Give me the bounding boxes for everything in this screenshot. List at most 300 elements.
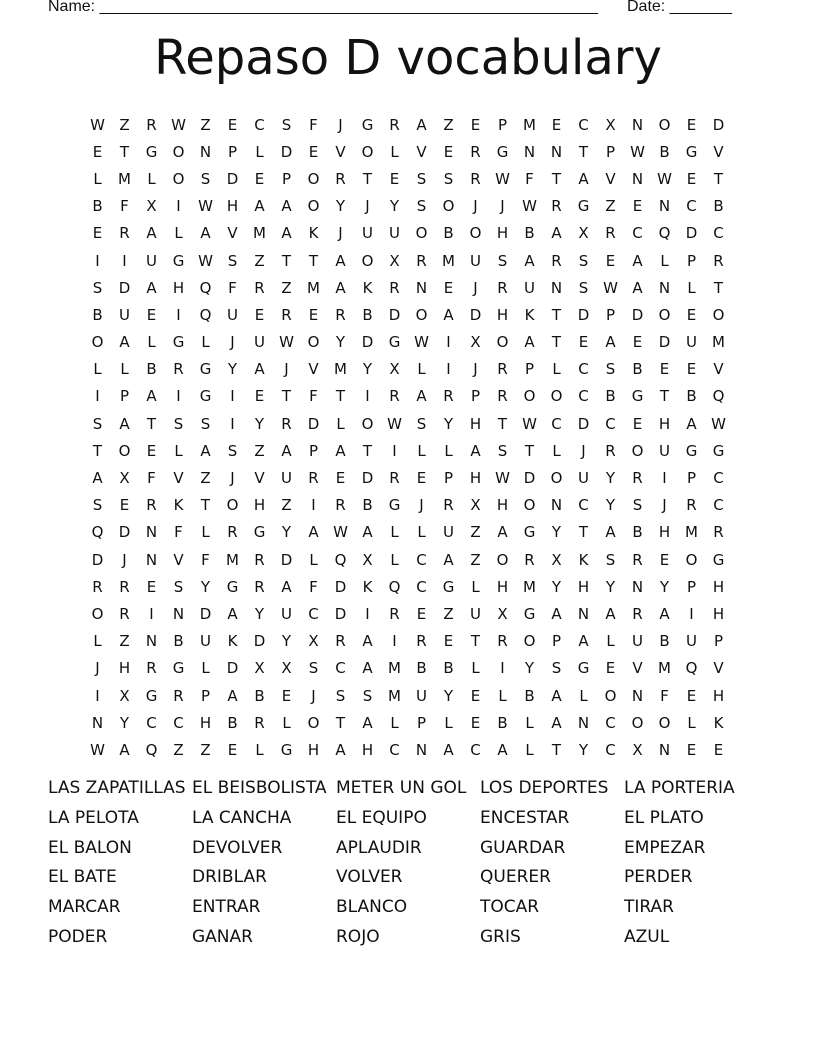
grid-cell: N <box>145 550 158 569</box>
grid-cell: G <box>172 659 185 678</box>
grid-cell: B <box>362 305 373 324</box>
grid-cell: E <box>686 169 697 188</box>
word-list-item: AZUL <box>624 926 670 947</box>
grid-cell: X <box>119 469 130 488</box>
grid-cell: I <box>149 604 154 623</box>
grid-cell: A <box>335 278 346 297</box>
grid-cell: R <box>389 115 400 134</box>
grid-cell: P <box>686 469 697 488</box>
grid-cell: R <box>713 251 724 270</box>
grid-cell: L <box>147 169 156 188</box>
grid-cell: S <box>308 659 319 678</box>
grid-cell: Y <box>524 659 535 678</box>
grid-cell: M <box>658 659 671 678</box>
grid-cell: T <box>119 142 130 161</box>
grid-cell: A <box>119 740 130 759</box>
grid-cell: H <box>118 659 131 678</box>
grid-cell: A <box>443 550 454 569</box>
grid-cell: R <box>335 169 346 188</box>
grid-cell: J <box>338 224 343 243</box>
grid-cell: R <box>551 251 562 270</box>
grid-cell: G <box>685 142 698 161</box>
grid-cell: U <box>470 251 481 270</box>
grid-cell: H <box>496 305 509 324</box>
word-list-item: LA CANCHA <box>192 807 292 828</box>
grid-cell: E <box>416 469 427 488</box>
grid-cell: E <box>470 115 481 134</box>
word-list-item: DEVOLVER <box>192 837 283 858</box>
grid-cell: Y <box>362 360 373 379</box>
grid-cell: M <box>685 523 698 542</box>
grid-cell: E <box>254 305 265 324</box>
grid-cell: Z <box>281 278 292 297</box>
grid-cell: P <box>281 169 292 188</box>
grid-cell: S <box>200 414 211 433</box>
grid-cell: E <box>308 142 319 161</box>
grid-cell: J <box>338 115 343 134</box>
grid-cell: H <box>658 414 671 433</box>
grid-cell: J <box>230 333 235 352</box>
grid-cell: H <box>496 496 509 515</box>
grid-cell: I <box>689 604 694 623</box>
grid-cell: F <box>660 686 669 705</box>
grid-cell: P <box>227 142 238 161</box>
grid-cell: S <box>227 251 238 270</box>
grid-cell: Q <box>199 278 212 297</box>
grid-cell: R <box>173 686 184 705</box>
grid-cell: C <box>578 387 589 406</box>
grid-cell: K <box>227 632 238 651</box>
grid-cell: R <box>254 713 265 732</box>
grid-cell: L <box>282 713 291 732</box>
grid-cell: T <box>92 441 103 460</box>
word-list-item: EL BEISBOLISTA <box>192 778 327 798</box>
grid-cell: P <box>200 686 211 705</box>
grid-cell: F <box>120 197 129 216</box>
name-blank[interactable]: ________________________________________________________ <box>99 0 598 15</box>
grid-cell: R <box>335 632 346 651</box>
grid-cell: S <box>416 169 427 188</box>
grid-cell: J <box>419 496 424 515</box>
grid-cell: O <box>631 713 644 732</box>
grid-cell: J <box>581 441 586 460</box>
grid-cell: O <box>442 197 455 216</box>
grid-cell: I <box>392 441 397 460</box>
grid-cell: D <box>361 469 374 488</box>
grid-cell: A <box>146 224 157 243</box>
grid-cell: X <box>146 197 157 216</box>
grid-cell: B <box>632 523 643 542</box>
grid-cell: N <box>631 169 644 188</box>
grid-cell: C <box>578 360 589 379</box>
grid-cell: C <box>686 197 697 216</box>
grid-cell: U <box>443 523 454 542</box>
grid-cell: E <box>632 197 643 216</box>
grid-cell: Z <box>254 251 265 270</box>
grid-cell: B <box>524 224 535 243</box>
grid-cell: O <box>523 632 536 651</box>
grid-cell: S <box>281 115 292 134</box>
grid-cell: D <box>712 115 725 134</box>
grid-cell: Z <box>200 740 211 759</box>
grid-cell: A <box>686 414 697 433</box>
grid-cell: B <box>605 387 616 406</box>
grid-cell: S <box>227 441 238 460</box>
grid-cell: C <box>605 713 616 732</box>
grid-cell: P <box>551 632 562 651</box>
grid-cell: E <box>443 278 454 297</box>
grid-cell: P <box>470 387 481 406</box>
grid-cell: D <box>226 659 239 678</box>
grid-cell: O <box>496 333 509 352</box>
grid-cell: E <box>416 604 427 623</box>
grid-cell: I <box>176 197 181 216</box>
grid-cell: U <box>632 632 643 651</box>
grid-cell: A <box>119 333 130 352</box>
grid-cell: G <box>496 142 509 161</box>
grid-cell: S <box>551 659 562 678</box>
grid-cell: G <box>172 251 185 270</box>
grid-cell: R <box>686 496 697 515</box>
grid-cell: R <box>605 441 616 460</box>
grid-cell: I <box>230 387 235 406</box>
grid-cell: R <box>551 197 562 216</box>
grid-cell: E <box>443 142 454 161</box>
grid-cell: X <box>119 686 130 705</box>
grid-cell: X <box>470 496 481 515</box>
grid-cell: G <box>226 577 239 596</box>
grid-cell: D <box>685 224 698 243</box>
grid-cell: P <box>308 441 319 460</box>
grid-cell: I <box>662 469 667 488</box>
grid-cell: S <box>497 251 508 270</box>
grid-cell: D <box>523 469 536 488</box>
grid-cell: R <box>119 224 130 243</box>
grid-cell: I <box>311 496 316 515</box>
grid-cell: T <box>713 169 724 188</box>
word-list-item: PERDER <box>624 867 693 888</box>
grid-cell: F <box>309 115 318 134</box>
grid-cell: Q <box>145 740 158 759</box>
grid-cell: T <box>551 740 562 759</box>
grid-cell: U <box>119 305 130 324</box>
grid-cell: E <box>686 115 697 134</box>
word-list-item: ENTRAR <box>192 897 261 918</box>
grid-cell: O <box>172 142 185 161</box>
grid-cell: R <box>632 469 643 488</box>
word-list-item: TIRAR <box>624 897 674 918</box>
grid-cell: E <box>632 414 643 433</box>
grid-cell: T <box>713 278 724 297</box>
grid-cell: F <box>309 387 318 406</box>
grid-cell: I <box>95 251 100 270</box>
grid-cell: A <box>605 523 616 542</box>
grid-cell: E <box>632 333 643 352</box>
grid-cell: H <box>361 740 374 759</box>
grid-cell: C <box>605 414 616 433</box>
grid-cell: T <box>659 387 670 406</box>
grid-cell: O <box>658 305 671 324</box>
grid-cell: J <box>311 686 316 705</box>
grid-cell: S <box>92 496 103 515</box>
grid-cell: N <box>415 278 428 297</box>
grid-cell: C <box>713 469 724 488</box>
grid-cell: U <box>254 333 265 352</box>
grid-cell: U <box>146 251 157 270</box>
grid-cell: H <box>577 577 590 596</box>
grid-cell: U <box>281 469 292 488</box>
grid-cell: C <box>416 550 427 569</box>
grid-cell: L <box>255 740 264 759</box>
word-list-item: EL PLATO <box>624 807 704 828</box>
grid-cell: N <box>631 115 644 134</box>
date-line <box>627 0 732 16</box>
grid-cell: N <box>658 278 671 297</box>
grid-cell: A <box>227 604 238 623</box>
grid-cell: T <box>335 387 346 406</box>
grid-cell: A <box>578 632 589 651</box>
grid-cell: L <box>93 360 102 379</box>
grid-cell: E <box>578 333 589 352</box>
grid-cell: E <box>686 686 697 705</box>
grid-cell: Y <box>119 713 130 732</box>
grid-cell: L <box>93 632 102 651</box>
grid-cell: R <box>632 604 643 623</box>
name-label: Name: <box>48 0 96 15</box>
grid-cell: T <box>497 414 508 433</box>
grid-cell: V <box>713 659 724 678</box>
grid-cell: A <box>200 224 211 243</box>
grid-cell: O <box>631 441 644 460</box>
grid-cell: I <box>230 414 235 433</box>
date-blank[interactable]: _______ <box>669 0 732 15</box>
grid-cell: B <box>443 224 454 243</box>
grid-cell: U <box>524 278 535 297</box>
grid-cell: K <box>578 550 589 569</box>
grid-cell: D <box>361 333 374 352</box>
grid-cell: O <box>658 713 671 732</box>
grid-cell: B <box>146 360 157 379</box>
grid-cell: A <box>254 197 265 216</box>
grid-cell: S <box>578 251 589 270</box>
grid-cell: A <box>551 604 562 623</box>
grid-cell: N <box>91 713 104 732</box>
grid-cell: P <box>686 251 697 270</box>
grid-cell: C <box>416 577 427 596</box>
grid-cell: P <box>416 713 427 732</box>
grid-cell: D <box>307 414 320 433</box>
grid-cell: Y <box>281 523 292 542</box>
grid-cell: E <box>281 686 292 705</box>
grid-cell: D <box>280 550 293 569</box>
grid-cell: X <box>389 360 400 379</box>
grid-cell: F <box>201 550 210 569</box>
grid-cell: T <box>362 441 373 460</box>
grid-cell: C <box>605 740 616 759</box>
grid-cell: A <box>443 305 454 324</box>
word-list-item: LAS ZAPATILLAS <box>48 778 186 798</box>
word-list-item: EL BATE <box>48 867 117 888</box>
grid-cell: B <box>416 659 427 678</box>
grid-cell: A <box>362 713 373 732</box>
grid-cell: V <box>335 142 346 161</box>
grid-cell: N <box>415 740 428 759</box>
grid-cell: W <box>657 169 672 188</box>
grid-cell: Y <box>605 577 616 596</box>
grid-cell: N <box>145 523 158 542</box>
grid-cell: O <box>496 550 509 569</box>
grid-cell: O <box>118 441 131 460</box>
grid-cell: M <box>118 169 131 188</box>
grid-cell: S <box>605 550 616 569</box>
grid-cell: T <box>281 387 292 406</box>
grid-cell: N <box>172 604 185 623</box>
grid-cell: Q <box>712 387 725 406</box>
grid-cell: Y <box>389 197 400 216</box>
grid-cell: W <box>495 469 510 488</box>
grid-cell: Q <box>685 659 698 678</box>
grid-cell: A <box>443 740 454 759</box>
grid-cell: W <box>198 197 213 216</box>
grid-cell: D <box>226 169 239 188</box>
grid-cell: D <box>91 550 104 569</box>
grid-cell: A <box>632 251 643 270</box>
grid-cell: V <box>173 469 184 488</box>
grid-cell: L <box>687 713 696 732</box>
grid-cell: V <box>227 224 238 243</box>
grid-cell: L <box>390 550 399 569</box>
grid-cell: R <box>470 142 481 161</box>
grid-cell: V <box>713 360 724 379</box>
grid-cell: B <box>362 496 373 515</box>
grid-cell: O <box>307 713 320 732</box>
grid-cell: V <box>173 550 184 569</box>
grid-cell: E <box>227 740 238 759</box>
grid-cell: P <box>686 577 697 596</box>
grid-cell: W <box>171 115 186 134</box>
grid-cell: S <box>173 414 184 433</box>
grid-cell: E <box>146 305 157 324</box>
grid-cell: N <box>658 197 671 216</box>
grid-cell: U <box>470 604 481 623</box>
grid-cell: J <box>95 659 100 678</box>
grid-cell: L <box>552 441 561 460</box>
grid-cell: W <box>333 523 348 542</box>
letter-grid <box>84 111 732 764</box>
grid-cell: A <box>416 387 427 406</box>
grid-cell: L <box>417 523 426 542</box>
grid-cell: F <box>147 469 156 488</box>
grid-cell: I <box>95 387 100 406</box>
grid-cell: V <box>254 469 265 488</box>
grid-cell: O <box>91 333 104 352</box>
grid-cell: N <box>631 577 644 596</box>
grid-cell: B <box>713 197 724 216</box>
grid-cell: T <box>335 713 346 732</box>
grid-cell: U <box>578 469 589 488</box>
grid-cell: R <box>443 496 454 515</box>
grid-cell: B <box>443 659 454 678</box>
grid-cell: R <box>146 496 157 515</box>
grid-cell: C <box>578 115 589 134</box>
grid-cell: E <box>227 115 238 134</box>
grid-cell: N <box>550 496 563 515</box>
grid-cell: L <box>255 142 264 161</box>
grid-cell: R <box>524 550 535 569</box>
grid-cell: M <box>442 251 455 270</box>
grid-cell: N <box>550 278 563 297</box>
name-line <box>48 0 598 16</box>
grid-cell: Y <box>551 577 562 596</box>
grid-cell: Q <box>334 550 347 569</box>
word-list-item: GANAR <box>192 926 253 947</box>
grid-cell: A <box>659 604 670 623</box>
grid-cell: I <box>500 659 505 678</box>
grid-cell: C <box>578 496 589 515</box>
grid-cell: R <box>416 632 427 651</box>
grid-cell: S <box>92 278 103 297</box>
grid-cell: K <box>713 713 724 732</box>
grid-cell: O <box>469 224 482 243</box>
grid-cell: M <box>523 577 536 596</box>
grid-cell: T <box>551 305 562 324</box>
grid-cell: M <box>388 686 401 705</box>
grid-cell: Z <box>443 115 454 134</box>
grid-cell: M <box>388 659 401 678</box>
grid-cell: O <box>415 305 428 324</box>
grid-cell: T <box>200 496 211 515</box>
grid-cell: U <box>281 604 292 623</box>
grid-cell: X <box>281 659 292 678</box>
grid-cell: L <box>660 251 669 270</box>
grid-cell: S <box>605 360 616 379</box>
grid-cell: O <box>685 550 698 569</box>
grid-cell: O <box>91 604 104 623</box>
grid-cell: A <box>524 333 535 352</box>
grid-cell: G <box>712 550 725 569</box>
grid-cell: L <box>201 333 210 352</box>
grid-cell: W <box>90 740 105 759</box>
grid-cell: R <box>146 115 157 134</box>
grid-cell: S <box>200 169 211 188</box>
word-list-item: EL EQUIPO <box>336 807 427 828</box>
grid-cell: Y <box>443 414 454 433</box>
grid-cell: K <box>362 577 373 596</box>
grid-cell: O <box>361 414 374 433</box>
grid-cell: C <box>389 740 400 759</box>
grid-cell: A <box>281 197 292 216</box>
grid-cell: A <box>632 278 643 297</box>
word-list-item: GUARDAR <box>480 837 566 858</box>
grid-cell: G <box>199 387 212 406</box>
grid-cell: Q <box>658 224 671 243</box>
grid-cell: W <box>414 333 429 352</box>
grid-cell: R <box>254 577 265 596</box>
grid-cell: O <box>307 197 320 216</box>
grid-cell: M <box>253 224 266 243</box>
grid-cell: I <box>176 305 181 324</box>
grid-cell: M <box>307 278 320 297</box>
grid-cell: Y <box>254 604 265 623</box>
grid-cell: I <box>365 604 370 623</box>
grid-cell: X <box>254 659 265 678</box>
grid-cell: A <box>92 469 103 488</box>
grid-cell: H <box>307 740 320 759</box>
grid-cell: G <box>577 659 590 678</box>
grid-cell: N <box>577 604 590 623</box>
grid-cell: A <box>281 577 292 596</box>
grid-cell: R <box>254 550 265 569</box>
